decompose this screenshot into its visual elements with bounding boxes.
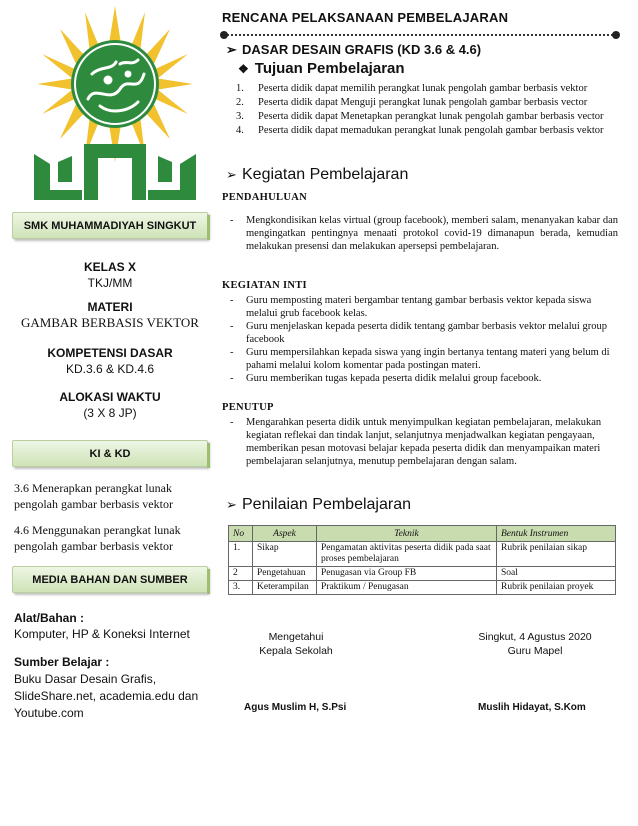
muhammadiyah-logo <box>20 4 210 200</box>
ki-item-2: 4.6 Menggunakan perangkat lunak pengolah gambar berbasis vektor <box>14 523 181 553</box>
signature-right: Singkut, 4 Agustus 2020 Guru Mapel <box>478 631 592 657</box>
penutup-label: PENUTUP <box>222 402 274 413</box>
tujuan-heading <box>238 60 405 77</box>
list-item: 1. Peserta didik dapat memilih perangkat lunak pengolah gambar berbasis vektor <box>236 83 588 94</box>
list-item: 3. Peserta didik dapat Menetapkan perangkat lunak pengolah gambar berbasis vector <box>236 111 604 122</box>
kikd-label: KI & KD <box>12 440 208 467</box>
kd-block <box>12 346 208 377</box>
kd-value: KD.3.6 & KD.4.6 <box>65 362 155 376</box>
school-label: SMK MUHAMMADIYAH SINGKUT <box>12 212 208 239</box>
table-row: 3. Keterampilan Praktikum / Penugasan Rubrik penilaian proyek <box>229 581 616 595</box>
kelas-label: KELAS X <box>83 260 136 274</box>
tujuan-title: Tujuan Pembelajaran <box>254 60 405 77</box>
kegiatan-heading <box>226 166 408 184</box>
subject-heading <box>226 42 481 58</box>
arrow-bullet-icon: ➢ <box>226 497 237 512</box>
table-header-row: No Aspek Teknik Bentuk Instrumen <box>229 526 616 542</box>
pendahuluan-label: PENDAHULUAN <box>222 192 307 203</box>
principal-name: Agus Muslim H, S.Psi <box>244 702 347 713</box>
sumber-block <box>14 654 214 722</box>
list-item: - Guru memberikan tugas kepada peserta didik melalui group facebook. <box>230 373 542 384</box>
arrow-bullet-icon: ➢ <box>226 167 237 182</box>
alat-value: Komputer, HP & Koneksi Internet <box>14 627 190 641</box>
signature-left: Mengetahui Kepala Sekolah <box>259 631 333 657</box>
alokasi-value: (3 X 8 JP) <box>83 406 137 420</box>
ki-item-1: 3.6 Menerapkan perangkat lunak pengolah gambar berbasis vektor <box>14 481 173 511</box>
penilaian-title: Penilaian Pembelajaran <box>242 496 411 513</box>
arrow-bullet-icon: ➢ <box>226 42 237 57</box>
kegiatan-title: Kegiatan Pembelajaran <box>242 166 409 183</box>
alat-label: Alat/Bahan : <box>14 611 85 625</box>
penilaian-heading <box>226 496 411 514</box>
sumber-value: Buku Dasar Desain Grafis, SlideShare.net, academia.edu dan Youtube.com <box>14 672 199 720</box>
logo-circle <box>71 40 159 128</box>
logo-base <box>34 144 196 200</box>
table-row: 2 Pengetahuan Penugasan via Group FB Soal <box>229 567 616 581</box>
list-item: 2. Peserta didik dapat Menguji perangkat lunak pengolah gambar berbasis vector <box>236 97 588 108</box>
kelas-block <box>12 260 208 291</box>
kd-label: KOMPETENSI DASAR <box>47 346 173 360</box>
alokasi-label: ALOKASI WAKTU <box>59 390 161 404</box>
media-label: MEDIA BAHAN DAN SUMBER <box>12 566 208 593</box>
penutup-list <box>228 416 618 468</box>
inti-label: KEGIATAN INTI <box>222 280 307 291</box>
list-item: - Guru memposting materi bergambar tentang gambar berbasis vektor kepada siswa melalui grub facebook kelas. <box>230 295 592 319</box>
diamond-bullet-icon: ❖ <box>238 62 249 76</box>
title-divider <box>224 34 616 36</box>
alokasi-block <box>12 390 208 421</box>
materi-block <box>12 300 208 331</box>
list-item: 4. Peserta didik dapat memadukan perangkat lunak pengolah gambar berbasis vektor <box>236 125 604 136</box>
list-item: - Mengarahkan peserta didik untuk menyimpulkan kegiatan pembelajaran, melakukan kegiatan reflekai dan tindak lanjut, selanjutnya menjadwalkan kegiatan pengayaan, memberikan pesan motovasi belajar kepada peserta didik dan menyampaikan materi pembelajaran selanjutnya, menutup pembelajaran dengan salam. <box>230 417 602 467</box>
materi-label: MATERI <box>87 300 133 314</box>
kelas-value: TKJ/MM <box>87 276 133 290</box>
list-item: - Guru mempersilahkan kepada siswa yang ingin bertanya tentang materi yang belum di pahami melalui kolom komentar pada postingan materi. <box>230 347 610 371</box>
inti-list <box>228 294 618 385</box>
table-row: 1. Sikap Pengamatan aktivitas peserta didik pada saat proses pembelajaran Rubrik penilaian sikap <box>229 542 616 567</box>
sumber-label: Sumber Belajar : <box>14 655 110 669</box>
penilaian-table <box>228 525 616 595</box>
teacher-name: Muslih Hidayat, S.Kom <box>478 702 586 713</box>
alat-block <box>14 610 214 642</box>
page-title: RENCANA PELAKSANAAN PEMBELAJARAN <box>222 10 509 25</box>
tujuan-list <box>236 82 620 138</box>
materi-value: GAMBAR BERBASIS VEKTOR <box>21 315 199 330</box>
subject-title: DASAR DESAIN GRAFIS (KD 3.6 & 4.6) <box>242 42 482 57</box>
pendahuluan-list <box>228 214 618 253</box>
list-item: - Mengkondisikan kelas virtual (group facebook), memberi salam, menanyakan kabar dan mengingatkan pentingnya menaati protokol covid-19 dimanapun berada, kemudian melakukan presensi dan melakukan apersepsi pembelajaran. <box>230 215 618 252</box>
list-item: - Guru menjelaskan kepada peserta didik tentang gambar berbasis vektor melalui group facebook <box>230 321 607 345</box>
